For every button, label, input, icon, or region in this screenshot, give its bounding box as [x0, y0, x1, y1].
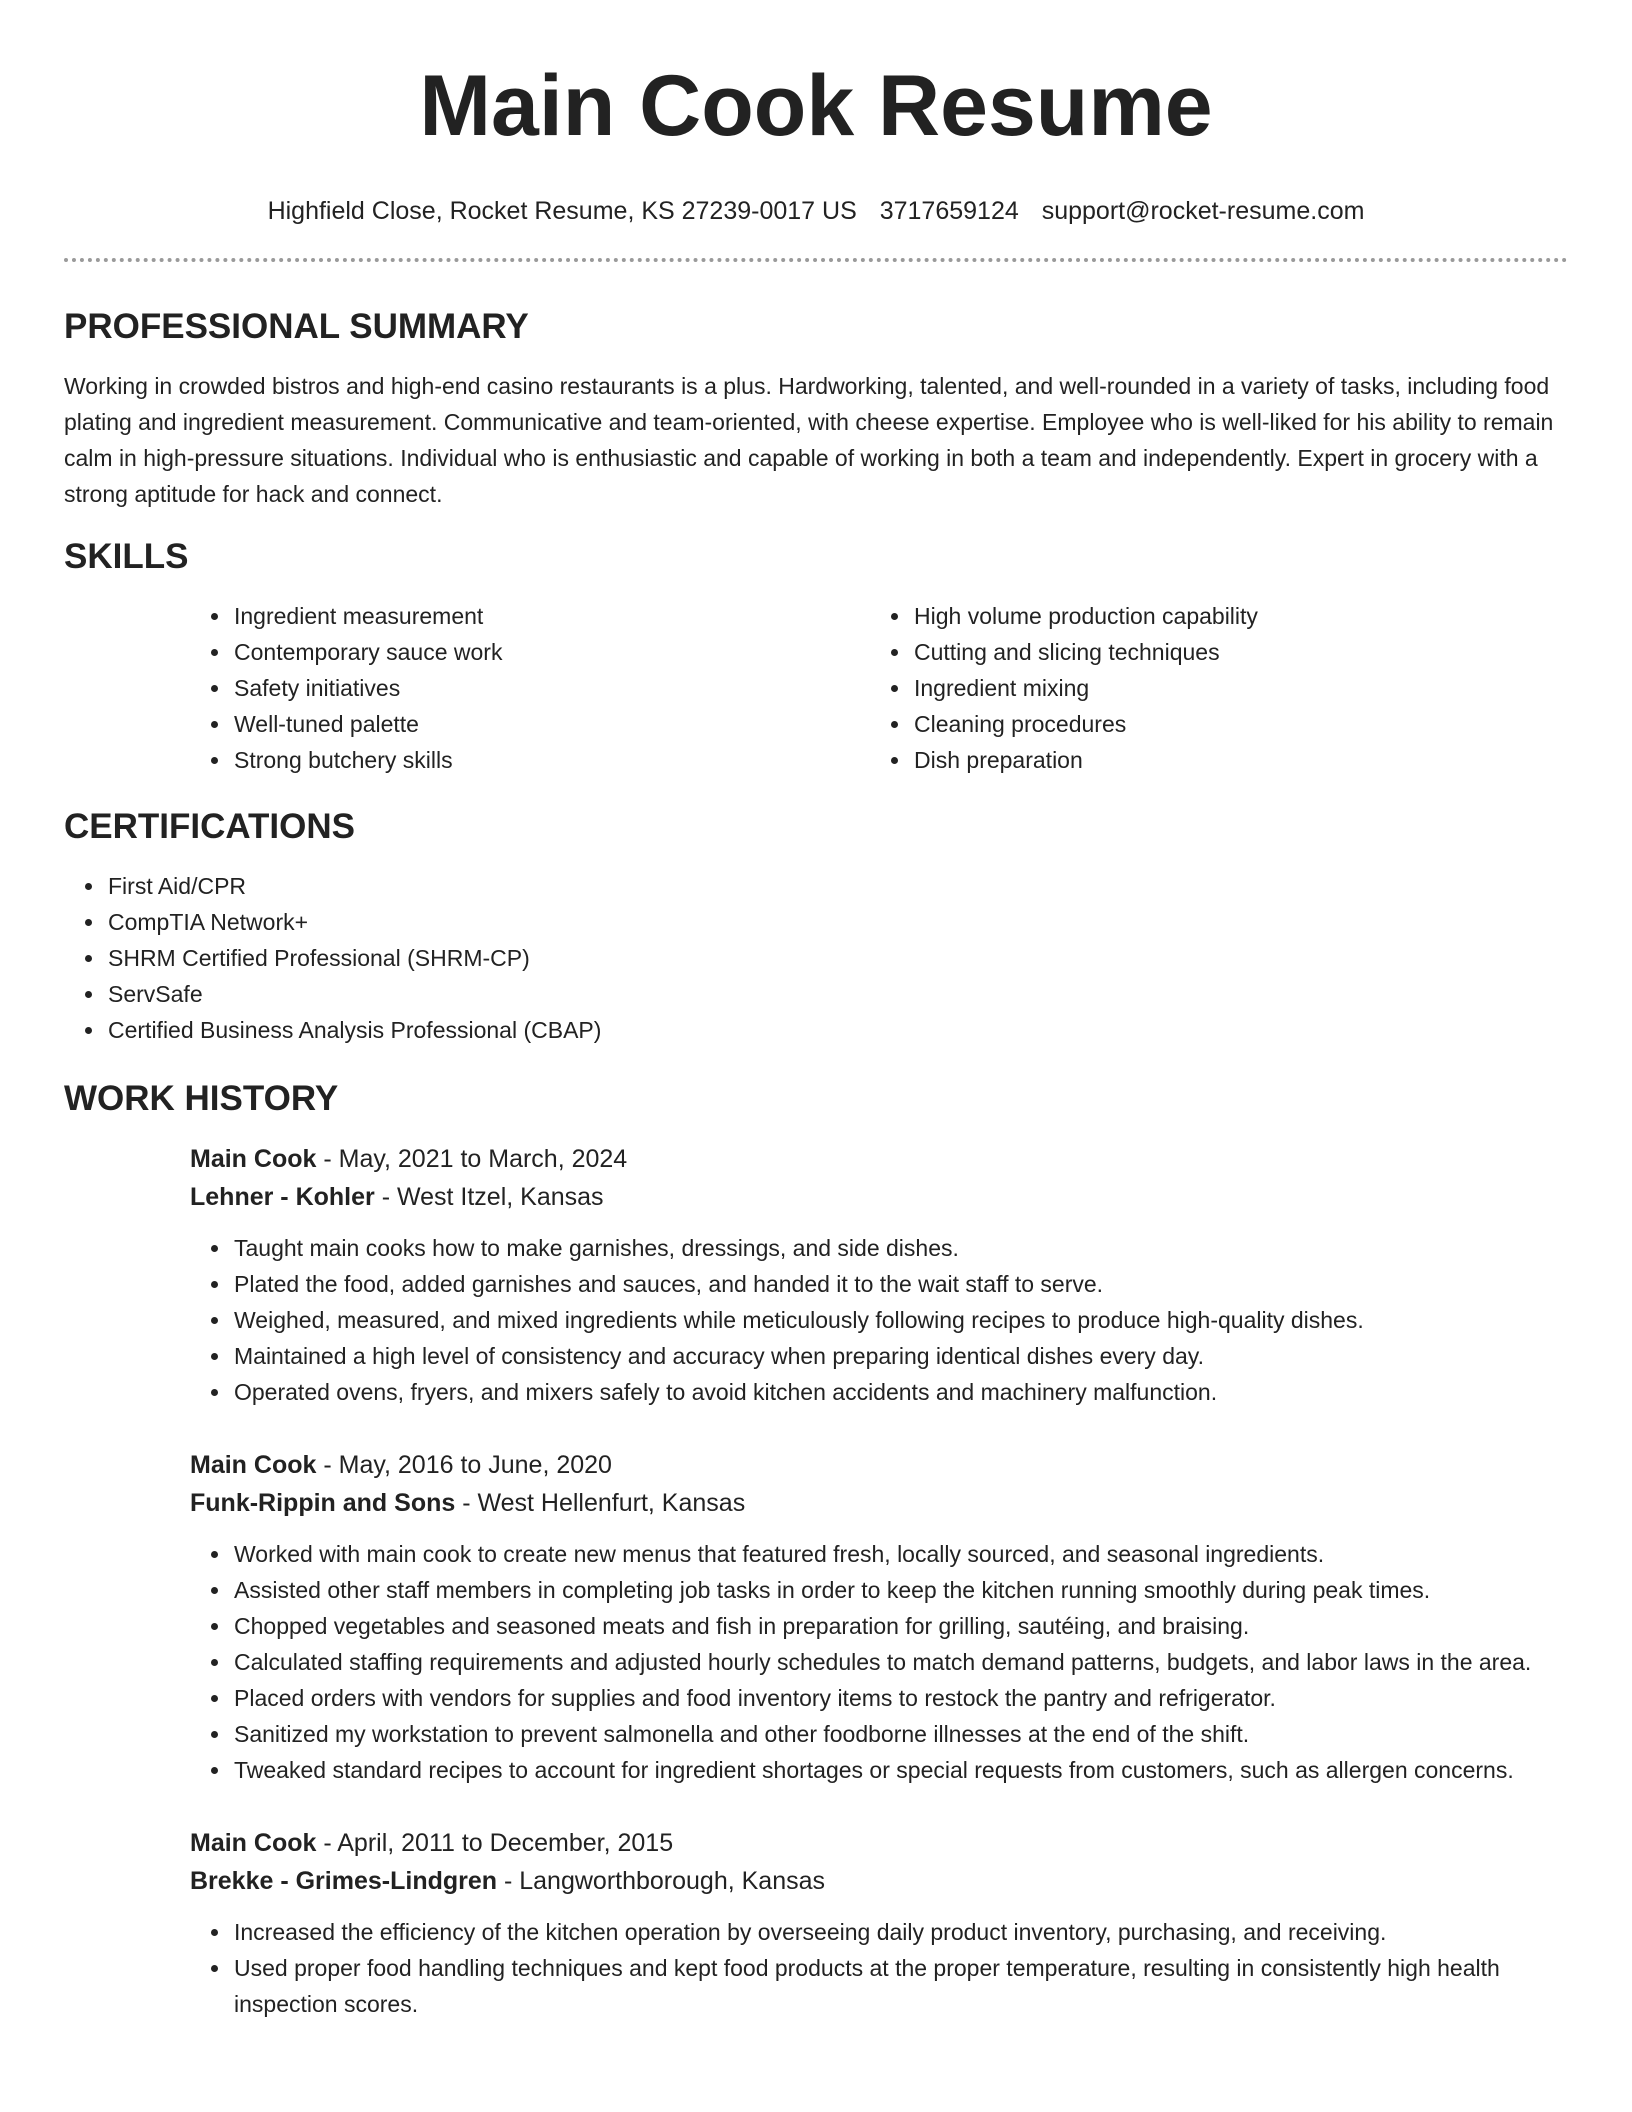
job-bullet: • Tweaked standard recipes to account for ingredient shortages or special requests from customers, such as allergen concerns. — [232, 1752, 1568, 1788]
job-bullet: • Assisted other staff members in completing job tasks in order to keep the kitchen running smoothly during peak times. — [232, 1572, 1568, 1608]
job-bullet: • Placed orders with vendors for supplies and food inventory items to restock the pantry and refrigerator. — [232, 1680, 1568, 1716]
header-divider — [64, 258, 1568, 262]
job-bullet: • Maintained a high level of consistency and accuracy when preparing identical dishes every day. — [232, 1338, 1568, 1374]
work-history-section — [64, 1078, 1568, 2022]
skill-item: • Contemporary sauce work — [232, 634, 870, 670]
job-bullets — [190, 1230, 1568, 1410]
skills-column-right — [870, 598, 1550, 778]
job-company: Brekke - Grimes-Lindgren — [190, 1867, 498, 1895]
skills-grid — [190, 598, 1568, 778]
certifications-section — [64, 806, 1568, 1048]
job-bullet: • Plated the food, added garnishes and sauces, and handed it to the wait staff to serve. — [232, 1266, 1568, 1302]
certifications-list — [64, 868, 1568, 1048]
skills-list-left — [190, 598, 870, 778]
job-bullet: • Increased the efficiency of the kitchen operation by overseeing daily product inventory, purchasing, and receiving. — [232, 1914, 1568, 1950]
job-dates: - April, 2011 to December, 2015 — [316, 1829, 674, 1857]
resume-page — [64, 0, 1568, 2022]
job-bullet: • Worked with main cook to create new menus that featured fresh, locally sourced, and seasonal ingredients. — [232, 1536, 1568, 1572]
contact-phone: 3717659124 — [879, 197, 1019, 225]
job-title-line — [190, 1824, 1568, 1862]
certification-item: • First Aid/CPR — [106, 868, 1568, 904]
skills-list-right — [870, 598, 1550, 778]
skill-item: • High volume production capability — [912, 598, 1550, 634]
certification-item: • CompTIA Network+ — [106, 904, 1568, 940]
skill-item: • Strong butchery skills — [232, 742, 870, 778]
contact-line — [64, 196, 1568, 226]
job-bullet: • Chopped vegetables and seasoned meats and fish in preparation for grilling, sautéing, and braising. — [232, 1608, 1568, 1644]
section-heading-work-history: WORK HISTORY — [64, 1079, 339, 1118]
job-dates: - May, 2021 to March, 2024 — [316, 1145, 628, 1173]
job-bullet: • Operated ovens, fryers, and mixers safely to avoid kitchen accidents and machinery malfunction. — [232, 1374, 1568, 1410]
skills-section — [64, 536, 1568, 778]
certification-item: • SHRM Certified Professional (SHRM-CP) — [106, 940, 1568, 976]
job-location: - Langworthborough, Kansas — [497, 1867, 826, 1895]
skill-item: • Cutting and slicing techniques — [912, 634, 1550, 670]
job-bullet: • Used proper food handling techniques and kept food products at the proper temperature, resulting in consistently high health inspection scores. — [232, 1950, 1568, 2022]
summary-section — [64, 306, 1568, 512]
job-bullet: • Weighed, measured, and mixed ingredients while meticulously following recipes to produce high-quality dishes. — [232, 1302, 1568, 1338]
skill-item: • Ingredient measurement — [232, 598, 870, 634]
job-location: - West Itzel, Kansas — [374, 1183, 604, 1211]
job-title: Main Cook — [190, 1829, 317, 1857]
job-bullet: • Taught main cooks how to make garnishes, dressings, and side dishes. — [232, 1230, 1568, 1266]
section-heading-summary: PROFESSIONAL SUMMARY — [64, 307, 529, 346]
job-company: Funk-Rippin and Sons — [190, 1489, 456, 1517]
job-company-line — [190, 1484, 1568, 1522]
summary-text: Working in crowded bistros and high-end casino restaurants is a plus. Hardworking, talented, and well-rounded in a variety of tasks, including food plating and ingredient measurement. Communicative and team-oriented, with cheese expertise. Employee who is well-liked for his ability to remain calm in high-pressure situations. Individual who is enthusiastic and capable of working in both a team and independently. Expert in grocery with a strong aptitude for hack and connect. — [64, 373, 1554, 507]
job-company-line — [190, 1862, 1568, 1900]
job-location: - West Hellenfurt, Kansas — [455, 1489, 746, 1517]
job-company-line — [190, 1178, 1568, 1216]
job-title: Main Cook — [190, 1451, 317, 1479]
job-bullets — [190, 1914, 1568, 2022]
certification-item: • Certified Business Analysis Professional (CBAP) — [106, 1012, 1568, 1048]
skill-item: • Safety initiatives — [232, 670, 870, 706]
job-entry — [190, 1140, 1568, 1410]
job-company: Lehner - Kohler — [190, 1183, 375, 1211]
job-dates: - May, 2016 to June, 2020 — [316, 1451, 612, 1479]
section-heading-skills: SKILLS — [64, 537, 189, 576]
job-bullet: • Sanitized my workstation to prevent salmonella and other foodborne illnesses at the end of the shift. — [232, 1716, 1568, 1752]
contact-address: Highfield Close, Rocket Resume, KS 27239-0017 US — [267, 197, 857, 225]
contact-email: support@rocket-resume.com — [1041, 197, 1365, 225]
skill-item: • Well-tuned palette — [232, 706, 870, 742]
job-entry — [190, 1446, 1568, 1788]
section-heading-certifications: CERTIFICATIONS — [64, 807, 356, 846]
job-bullet: • Calculated staffing requirements and adjusted hourly schedules to match demand patterns, budgets, and labor laws in the area. — [232, 1644, 1568, 1680]
skill-item: • Ingredient mixing — [912, 670, 1550, 706]
job-title: Main Cook — [190, 1145, 317, 1173]
skills-column-left — [190, 598, 870, 778]
skill-item: • Dish preparation — [912, 742, 1550, 778]
skill-item: • Cleaning procedures — [912, 706, 1550, 742]
job-title-line — [190, 1446, 1568, 1484]
job-entry — [190, 1824, 1568, 2022]
job-bullets — [190, 1536, 1568, 1788]
certification-item: • ServSafe — [106, 976, 1568, 1012]
page-title: Main Cook Resume — [419, 58, 1213, 154]
job-title-line — [190, 1140, 1568, 1178]
